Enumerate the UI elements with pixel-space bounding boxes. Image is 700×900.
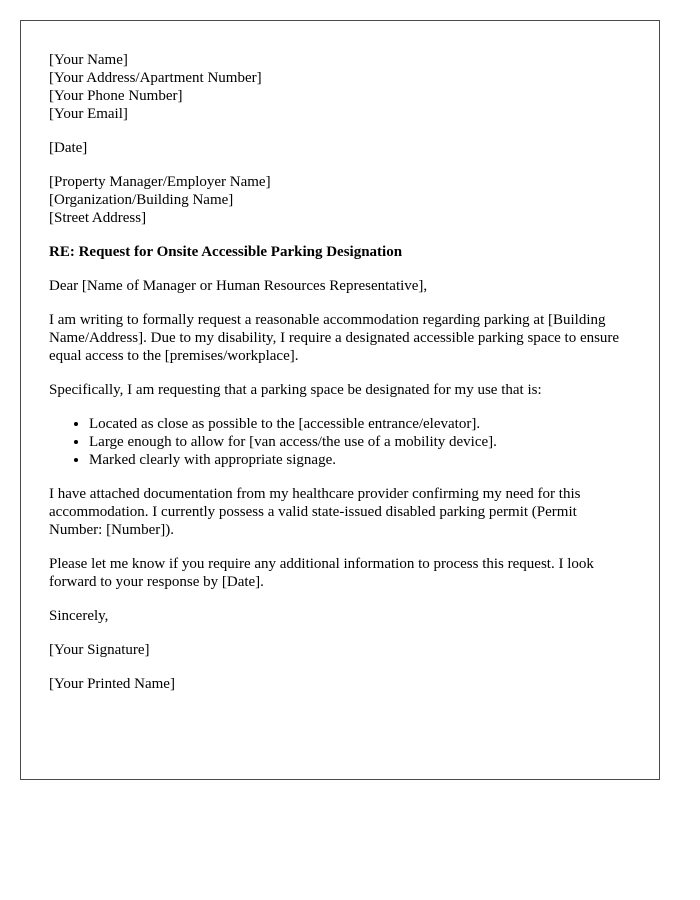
date-block (49, 139, 631, 157)
sender-email: [Your Email] (49, 106, 128, 122)
list-item: • Located as close as possible to the [accessible entrance/elevator]. (89, 415, 631, 433)
salutation: Dear [Name of Manager or Human Resources Representative], (49, 278, 428, 294)
signature: [Your Signature] (49, 642, 150, 658)
recipient-block (49, 173, 631, 227)
body-paragraph-4: Please let me know if you require any additional information to process this request. I look forward to your response by [Date]. (49, 556, 594, 590)
letter-date: [Date] (49, 140, 88, 156)
sender-address: [Your Address/Apartment Number] (49, 70, 262, 86)
sender-block (49, 51, 631, 123)
recipient-organization: [Organization/Building Name] (49, 192, 234, 208)
request-list (49, 415, 631, 469)
body-paragraph-1: I am writing to formally request a reasonable accommodation regarding parking at [Building Name/Address]. Due to my disability, I require a designated accessible parking space to ensure equal access to the [premises/workplace]. (49, 312, 620, 364)
body-paragraph-2: Specifically, I am requesting that a parking space be designated for my use that is: (49, 382, 542, 398)
sender-name: [Your Name] (49, 52, 128, 68)
closing: Sincerely, (49, 608, 109, 624)
list-item: • Marked clearly with appropriate signage. (89, 451, 631, 469)
letter-page (20, 20, 660, 780)
recipient-name: [Property Manager/Employer Name] (49, 174, 271, 190)
recipient-street: [Street Address] (49, 210, 147, 226)
sender-phone: [Your Phone Number] (49, 88, 183, 104)
subject-line: RE: Request for Onsite Accessible Parking Designation (49, 244, 403, 260)
list-item: • Large enough to allow for [van access/the use of a mobility device]. (89, 433, 631, 451)
body-paragraph-3: I have attached documentation from my healthcare provider confirming my need for this accommodation. I currently possess a valid state-issued disabled parking permit (Permit Number: [Number]). (49, 486, 581, 538)
printed-name: [Your Printed Name] (49, 676, 175, 692)
